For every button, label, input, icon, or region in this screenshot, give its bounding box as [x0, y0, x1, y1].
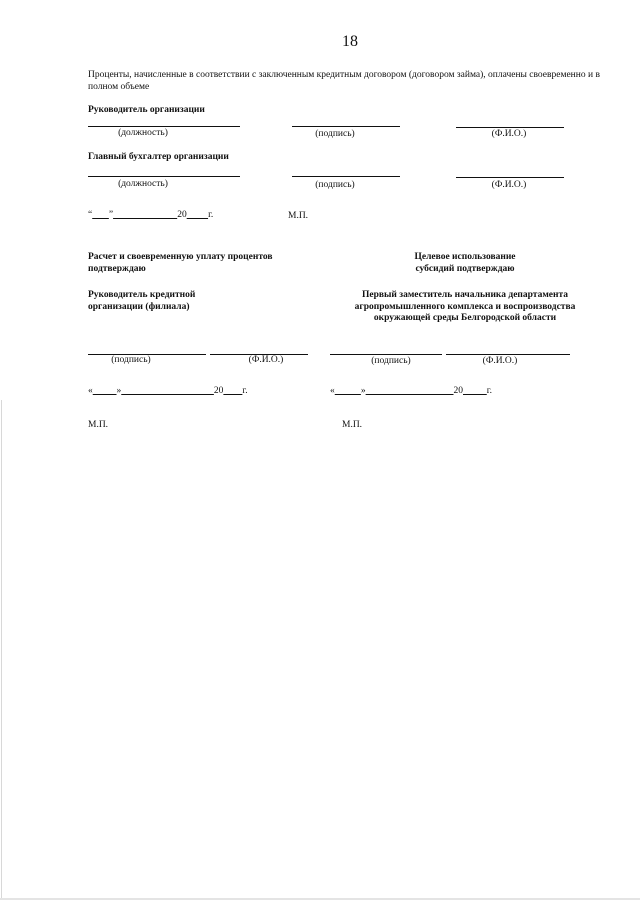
left-date-year-suffix: г.: [242, 386, 248, 396]
left-stamp-mark: М.П.: [88, 420, 109, 430]
right-date-line: [330, 386, 492, 396]
left-name-caption: (Ф.И.О.): [248, 355, 284, 365]
left-date-line: [88, 386, 248, 396]
page-number: 18: [342, 33, 358, 50]
stamp-mark-1: М.П.: [288, 211, 309, 221]
chief-accountant-name-line: [456, 177, 564, 178]
org-head-name-caption: (Ф.И.О.): [491, 129, 527, 139]
org-head-position-line: [88, 126, 240, 127]
date-year-suffix: г.: [208, 210, 214, 220]
org-head-signature-caption: (подпись): [315, 129, 355, 139]
scan-edge-left: [1, 400, 2, 900]
chief-accountant-position-line: [88, 176, 240, 177]
chief-accountant-title: Главный бухгалтер организации: [88, 152, 229, 162]
org-head-signature-line: [292, 126, 400, 127]
date-open-quote: “: [88, 210, 93, 220]
left-confirm-text: Расчет и своевременную уплату процентов подтверждаю: [88, 252, 273, 274]
right-signature-line: [330, 354, 442, 355]
right-date-year-suffix: г.: [486, 386, 492, 396]
right-name-caption: (Ф.И.О.): [482, 356, 518, 366]
date-line-1: [88, 210, 213, 220]
right-signer-title: Первый заместитель начальника департамента агропромышленного комплекса и воспроизводства окружающей среды Белгородской области: [354, 290, 576, 323]
chief-accountant-position-caption: (должность): [118, 179, 168, 189]
chief-accountant-signature-caption: (подпись): [315, 180, 355, 190]
left-date-close-quote: »: [116, 386, 122, 396]
date-year-prefix: 20: [177, 210, 187, 220]
right-signature-caption: (подпись): [371, 356, 411, 366]
org-head-position-caption: (должность): [118, 128, 168, 138]
org-head-title: Руководитель организации: [88, 105, 205, 115]
chief-accountant-signature-line: [292, 176, 400, 177]
org-head-name-line: [456, 127, 564, 128]
left-signature-caption: (подпись): [111, 355, 151, 365]
right-date-open-quote: «: [330, 386, 335, 396]
chief-accountant-name-caption: (Ф.И.О.): [491, 180, 527, 190]
left-date-year-prefix: 20: [213, 386, 224, 396]
right-confirm-text: Целевое использование субсидий подтверждаю: [414, 252, 516, 274]
right-date-year-prefix: 20: [453, 386, 463, 396]
intro-statement: Проценты, начисленные в соответствии с заключенным кредитным договором (договором займа), оплачены своевременно и в полном объеме: [88, 70, 600, 92]
left-signer-title: Руководитель кредитной организации (филиала): [88, 290, 196, 312]
right-date-close-quote: »: [360, 386, 366, 396]
scan-edge-bottom: [0, 898, 640, 900]
right-name-line: [446, 354, 570, 355]
left-date-open-quote: «: [88, 386, 93, 396]
date-close-quote: ”: [108, 210, 114, 220]
right-stamp-mark: М.П.: [342, 420, 363, 430]
